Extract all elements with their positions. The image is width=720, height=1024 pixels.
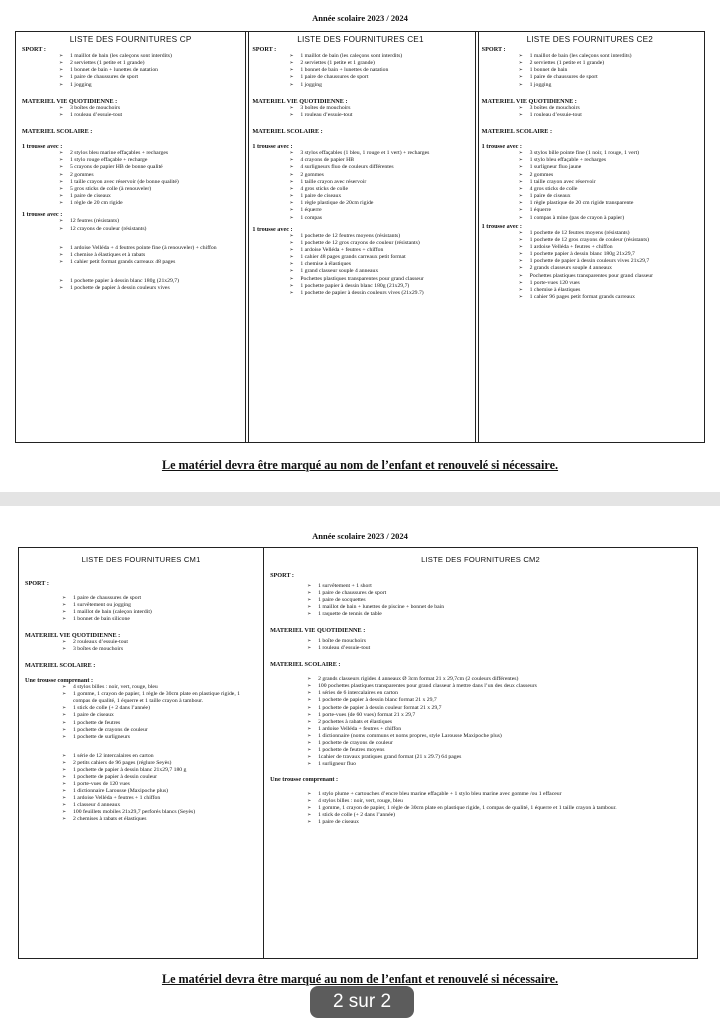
list-item: ➢ 1 pochette de 12 gros crayons de couleur (résistants)	[530, 237, 698, 244]
list-item: ➢ 1 pochette de surligneurs	[73, 734, 257, 741]
list-item: ➢ 1 grand classeur souple 4 anneaux	[300, 268, 468, 275]
list-item: ➢ 1 boîte de mouchoirs	[318, 638, 691, 645]
list-item: ➢ 1 classeur 4 anneaux	[73, 802, 257, 809]
subsection-label-trousse: Une trousse comprenant :	[270, 775, 339, 783]
list-item: ➢ 12 feutres (résistants)	[70, 218, 239, 225]
list-item: ➢ 1 survêtement ou jogging	[73, 602, 257, 609]
list-item: ➢ 1 bonnet de bain + lunettes de natation	[70, 67, 239, 74]
list-item: ➢ 1 rouleau d’essuie-tout	[70, 112, 239, 119]
section-label-scolaire: MATERIEL SCOLAIRE :	[252, 128, 323, 136]
list-trousse-1	[530, 150, 698, 222]
list-item: ➢ 4 crayons de papier HB	[300, 157, 468, 164]
list-item: ➢ 1 pochette de crayons de couleur	[73, 727, 257, 734]
list-item: ➢ 1 bonnet de bain	[530, 67, 698, 74]
column-ce2	[475, 32, 704, 442]
list-autres-2	[70, 278, 239, 292]
list-item: ➢ 1 maillot de bain (les caleçons sont interdits)	[530, 53, 698, 60]
list-item: ➢ 1 jogging	[300, 82, 468, 89]
list-sport	[300, 53, 468, 89]
column-cm2	[263, 548, 697, 958]
section-label-scolaire: MATERIEL SCOLAIRE :	[22, 128, 93, 136]
list-item: ➢ 1 pochette de feutres	[73, 720, 257, 727]
subsection-label-trousse-2: 1 trousse avec :	[481, 222, 522, 230]
list-item: ➢ 3 stylos effaçables (1 bleu, 1 rouge et 1 vert) + recharges	[300, 150, 468, 157]
list-item: ➢ 1 paire de ciseaux	[70, 193, 239, 200]
list-item: ➢ 1 gomme, 1 crayon de papier, 1 règle de 30cm plate en plastique rigide, 1 compas de qualité, 1 équerre et 1 taille crayon à tambour.	[73, 691, 257, 705]
list-item: ➢ 1 ardoise Velléda + feutres + 1 chiffon	[73, 795, 257, 802]
list-item: ➢ 1 pochette de papier à dessin couleurs vives	[70, 285, 239, 292]
list-item: ➢ 1 pochette papier à dessin blanc 180g (21x29,7)	[300, 283, 468, 290]
list-trousse-1	[300, 150, 468, 222]
list-item: ➢ 1 règle plastique de 20cm rigide	[300, 200, 468, 207]
list-item: ➢ 3 stylos bille pointe fine (1 noir, 1 rouge, 1 vert)	[530, 150, 698, 157]
supply-lists-table	[18, 547, 698, 959]
list-item: ➢ 1 rouleau d’essuie-tout	[300, 112, 468, 119]
list-item: ➢ 1 pochette de papier à dessin couleurs vives (21x29.7)	[300, 290, 468, 297]
list-item: ➢ 1 maillot de bain (les caleçons sont interdits)	[70, 53, 239, 60]
list-item: ➢ 1 pochette de crayons de couleur	[318, 740, 691, 747]
list-item: ➢ 2 petits cahiers de 96 pages (réglure Seyès)	[73, 760, 257, 767]
list-item: ➢ 2 serviettes (1 petite et 1 grande)	[530, 60, 698, 67]
list-item: ➢ 1 pochette de papier à dessin blanc format 21 x 29,7	[318, 697, 691, 704]
list-item: ➢ 1 porte-vues (de 60 vues) format 21 x 29,7	[318, 712, 691, 719]
list-item: ➢ 1 bonnet de bain + lunettes de natation	[300, 67, 468, 74]
list-item: ➢ 2 pochettes à rabats et élastiques	[318, 719, 691, 726]
list-item: ➢ 1 pochette de papier à dessin blanc 21x29,7 180 g	[73, 767, 257, 774]
list-item: ➢ 1 pochette de papier à dessin couleur	[73, 774, 257, 781]
list-item: ➢ 2 serviettes (1 petite et 1 grande)	[70, 60, 239, 67]
subsection-label-trousse: 1 trousse avec :	[22, 143, 63, 151]
list-item: ➢ 1 compas à mine (pas de crayon à papier)	[530, 215, 698, 222]
list-item: ➢ 1 porte-vues 120 vues	[530, 280, 698, 287]
list-item: ➢ 1 paire de chaussures de sport	[73, 595, 257, 602]
list-sport	[318, 583, 691, 618]
list-item: ➢ 1 maillot de bain (les caleçons sont interdits)	[300, 53, 468, 60]
list-vie	[300, 105, 468, 119]
list-item: ➢ 1 porte-vues de 120 vues	[73, 781, 257, 788]
list-vie	[70, 105, 239, 119]
list-item: ➢ 1 taille crayon avec réservoir (de bonne qualité)	[70, 179, 239, 186]
list-trousse-2	[300, 233, 468, 297]
list-item: ➢ 2 serviettes (1 petite et 1 grande)	[300, 60, 468, 67]
list-item: ➢ 1 rouleau d’essuie-tout	[318, 645, 691, 652]
list-item: ➢ 4 gros sticks de colle	[300, 186, 468, 193]
supply-lists-table	[15, 31, 705, 443]
list-item: ➢ 1 surligneur fluo jaune	[530, 164, 698, 171]
list-sport	[530, 53, 698, 89]
list-item: ➢ 3 boîtes de mouchoirs	[530, 105, 698, 112]
column-cp	[16, 32, 245, 442]
list-item: ➢ 3 boîtes de mouchoirs	[300, 105, 468, 112]
list-item: ➢ 4 stylos billes : noir, vert, rouge, bleu	[318, 798, 691, 805]
document-page-1	[0, 0, 720, 492]
list-item: ➢ 1 pochette de 12 gros crayons de couleur (résistants)	[300, 240, 468, 247]
list-item: ➢ 1 cahier petit format grands carreaux 48 pages	[70, 259, 239, 266]
list-scolaire	[318, 676, 691, 768]
section-label-scolaire: MATERIEL SCOLAIRE :	[270, 661, 341, 669]
list-item: ➢ 100 feuillets mobiles 21x29,7 perforés blancs (Seyès)	[73, 809, 257, 816]
list-trousse-2	[70, 218, 239, 232]
list-item: ➢ 1 compas	[300, 215, 468, 222]
list-item: ➢ 2 gommes	[70, 172, 239, 179]
section-label-sport: SPORT :	[252, 46, 277, 53]
list-item: ➢ 1 gomme, 1 crayon de papier, 1 règle de 30cm plate en plastique rigide, 1 compas de qualité, 1 équerre et 1 taille crayon à tambour.	[318, 805, 691, 812]
list-item: ➢ 1 pochette de feutres moyens	[318, 747, 691, 754]
column-title: LISTE DES FOURNITURES CE1	[297, 35, 424, 44]
footer-note: Le matériel devra être marqué au nom de l’enfant et renouvelé si nécessaire.	[161, 972, 559, 986]
list-item: ➢ 1 stick de colle (+ 2 dans l’année)	[318, 812, 691, 819]
list-item: ➢ 5 gros sticks de colle (à renouveler)	[70, 186, 239, 193]
list-item: ➢ 1 pochette de papier à dessin couleurs vives 21x29,7	[530, 258, 698, 265]
column-title: LISTE DES FOURNITURES CE2	[526, 35, 654, 44]
column-cm1	[19, 548, 263, 958]
list-item: ➢ 2 gommes	[530, 172, 698, 179]
list-item: ➢ 2 grands classeurs rigides 4 anneaux Ø 3cm format 21 x 29,7cm (2 couleurs différentes)	[318, 676, 691, 683]
list-item: ➢ 1 cahier 48 pages grands carreaux petit format	[300, 254, 468, 261]
list-autres	[70, 245, 239, 266]
subsection-label-trousse: Une trousse comprenant :	[25, 677, 94, 685]
list-item: ➢ 1 paire de chaussures de sport	[300, 74, 468, 81]
list-item: ➢ 1 paire de chaussures de sport	[530, 74, 698, 81]
list-item: ➢ 1 stylo rouge effaçable + recharge	[70, 157, 239, 164]
list-item: ➢ 1 paire de ciseaux	[530, 193, 698, 200]
section-label-vie: MATERIEL VIE QUOTIDIENNE :	[252, 97, 348, 105]
list-item: ➢ 1 surligneur fluo	[318, 761, 691, 768]
list-item: ➢ 4 gros sticks de colle	[530, 186, 698, 193]
list-item: ➢ 1 ardoise Velléda + feutres + chiffon	[318, 726, 691, 733]
list-trousse-1	[70, 150, 239, 207]
list-item: ➢ 2 rouleaux d’essuie-tout	[73, 639, 257, 646]
list-item: ➢ 1 rouleau d’essuie-tout	[530, 112, 698, 119]
list-item: ➢ 1 pochette papier à dessin blanc 180g (21x29,7)	[70, 278, 239, 285]
list-item: ➢ 1 séries de 6 intercalaires en carton	[318, 690, 691, 697]
list-item: ➢ 1 bonnet de bain silicone	[73, 616, 257, 623]
list-item: ➢ 1 équerre	[300, 207, 468, 214]
list-item: ➢ 1 équerre	[530, 207, 698, 214]
list-autres	[73, 753, 257, 823]
list-item: ➢ 1 série de 12 intercalaires en carton	[73, 753, 257, 760]
list-item: ➢ 1 pochette de papier à dessin couleur format 21 x 29,7	[318, 705, 691, 712]
list-trousse	[318, 791, 691, 826]
list-vie	[73, 639, 257, 653]
list-trousse	[73, 684, 257, 740]
list-item: ➢ 1 chemise à élastiques et à rabats	[70, 252, 239, 259]
list-item: ➢ 1 paire de ciseaux	[73, 712, 257, 719]
column-ce1	[245, 32, 474, 442]
list-trousse-2	[530, 230, 698, 302]
section-label-vie: MATERIEL VIE QUOTIDIENNE :	[22, 97, 118, 105]
list-item: ➢ 1 jogging	[70, 82, 239, 89]
list-item: ➢ 2 gommes	[300, 172, 468, 179]
list-item: ➢ 2 stylos bleu marine effaçables + recharges	[70, 150, 239, 157]
section-label-sport: SPORT :	[481, 46, 506, 53]
list-item: ➢ 5 crayons de papier HB de bonne qualité	[70, 164, 239, 171]
section-label-sport: SPORT :	[22, 46, 46, 53]
list-item: ➢ 1 paire de ciseaux	[300, 193, 468, 200]
list-item: ➢ 1 paire de chaussures de sport	[318, 590, 691, 597]
list-item: ➢ 1 règle plastique de 20 cm rigide transparente	[530, 200, 698, 207]
list-item: ➢ 1 pochette papier à dessin blanc 180g 21x29,7	[530, 251, 698, 258]
list-item: ➢ 12 crayons de couleur (résistants)	[70, 226, 239, 233]
subsection-label-trousse: 1 trousse avec :	[481, 143, 522, 151]
list-item: ➢ 3 boîtes de mouchoirs	[70, 105, 239, 112]
column-title: LISTE DES FOURNITURES CM1	[81, 555, 201, 564]
list-item: ➢ 1 maillot de bain + lunettes de piscine + bonnet de bain	[318, 604, 691, 611]
list-item: ➢ 1 pochette de 12 feutres moyens (résistants)	[300, 233, 468, 240]
section-label-sport: SPORT :	[25, 580, 49, 587]
list-item: ➢ 1 taille crayon avec réservoir	[300, 179, 468, 186]
document-page-2	[0, 506, 720, 1024]
list-item: ➢ 1 paire de chaussures de sport	[70, 74, 239, 81]
list-item: ➢ 1 maillot de bain (caleçon interdit)	[73, 609, 257, 616]
school-year-heading: Année scolaire 2023 / 2024	[312, 531, 408, 541]
list-item: ➢ 1 taille crayon avec réservoir	[530, 179, 698, 186]
list-item: ➢ 1 survêtement + 1 short	[318, 583, 691, 590]
list-item: ➢ 1 chemise à élastiques	[300, 261, 468, 268]
list-item: ➢ 1 stylo plume + cartouches d’encre bleu marine effaçable + 1 stylo bleu marine avec gomme /ou 1 effaceur	[318, 791, 691, 798]
list-item: ➢ 1 paire de ciseaux	[318, 819, 691, 826]
section-label-scolaire: MATERIEL SCOLAIRE :	[25, 662, 96, 670]
subsection-label-trousse: 1 trousse avec :	[252, 143, 293, 151]
list-vie	[318, 638, 691, 652]
subsection-label-trousse-2: 1 trousse avec :	[252, 225, 293, 233]
list-item: ➢ Pochettes plastiques transparentes pour grand classeur	[530, 273, 698, 280]
section-label-sport: SPORT :	[270, 572, 294, 579]
list-item: ➢ 1 cahier 96 pages petit format grands carreaux	[530, 294, 698, 301]
list-item: ➢ 1 règle de 20 cm rigide	[70, 200, 239, 207]
list-item: ➢ 1 ardoise Velléda + feutres + chiffon	[530, 244, 698, 251]
list-item: ➢ 2 chemises à rabats et élastiques	[73, 816, 257, 823]
list-item: ➢ 4 surligneurs fluo de couleurs différentes	[300, 164, 468, 171]
section-label-vie: MATERIEL VIE QUOTIDIENNE :	[270, 627, 366, 635]
list-item: ➢ 1 dictionnaire (noms communs et noms propres, style Larousse Maxipoche plus)	[318, 733, 691, 740]
list-item: ➢ 1 chemise à élastiques	[530, 287, 698, 294]
section-label-vie: MATERIEL VIE QUOTIDIENNE :	[481, 97, 577, 105]
list-item: ➢ 1 ardoise Velléda + 4 feutres pointe fine (à renouveler) + chiffon	[70, 245, 239, 252]
page-indicator: 2 sur 2	[310, 986, 414, 1018]
list-item: ➢ 1 jogging	[530, 82, 698, 89]
column-title: LISTE DES FOURNITURES CM2	[421, 555, 540, 564]
subsection-label-trousse-2: 1 trousse avec :	[22, 211, 63, 219]
list-item: ➢ 1 ardoise Velléda + feutres + chiffon	[300, 247, 468, 254]
list-item: ➢ Pochettes plastiques transparentes pour grand classeur	[300, 276, 468, 283]
list-item: ➢ 100 pochettes plastiques transparentes pour grand classeur à mettre dans l’un des deux classeurs	[318, 683, 691, 690]
section-label-vie: MATERIEL VIE QUOTIDIENNE :	[25, 632, 121, 640]
school-year-heading: Année scolaire 2023 / 2024	[312, 13, 408, 23]
list-item: ➢ 1 raquette de tennis de table	[318, 611, 691, 618]
list-item: ➢ 1 stick de colle (+ 2 dans l’année)	[73, 705, 257, 712]
list-sport	[73, 595, 257, 623]
footer-note: Le matériel devra être marqué au nom de l’enfant et renouvelé si nécessaire.	[161, 458, 559, 472]
list-item: ➢ 1cahier de travaux pratiques grand format (21 x 29.7) 64 pages	[318, 754, 691, 761]
list-vie	[530, 105, 698, 119]
list-item: ➢ 1 stylo bleu effaçable + recharges	[530, 157, 698, 164]
column-title: LISTE DES FOURNITURES CP	[69, 35, 192, 44]
list-item: ➢ 1 dictionnaire Larousse (Maxipoche plus)	[73, 788, 257, 795]
list-item: ➢ 2 grands classeurs souple 4 anneaux	[530, 265, 698, 272]
section-label-scolaire: MATERIEL SCOLAIRE :	[481, 128, 553, 136]
list-item: ➢ 1 paire de socquettes	[318, 597, 691, 604]
list-sport	[70, 53, 239, 89]
list-item: ➢ 4 stylos billes : noir, vert, rouge, bleu	[73, 684, 257, 691]
list-item: ➢ 3 boîtes de mouchoirs	[73, 646, 257, 653]
list-item: ➢ 1 pochette de 12 feutres moyens (résistants)	[530, 230, 698, 237]
